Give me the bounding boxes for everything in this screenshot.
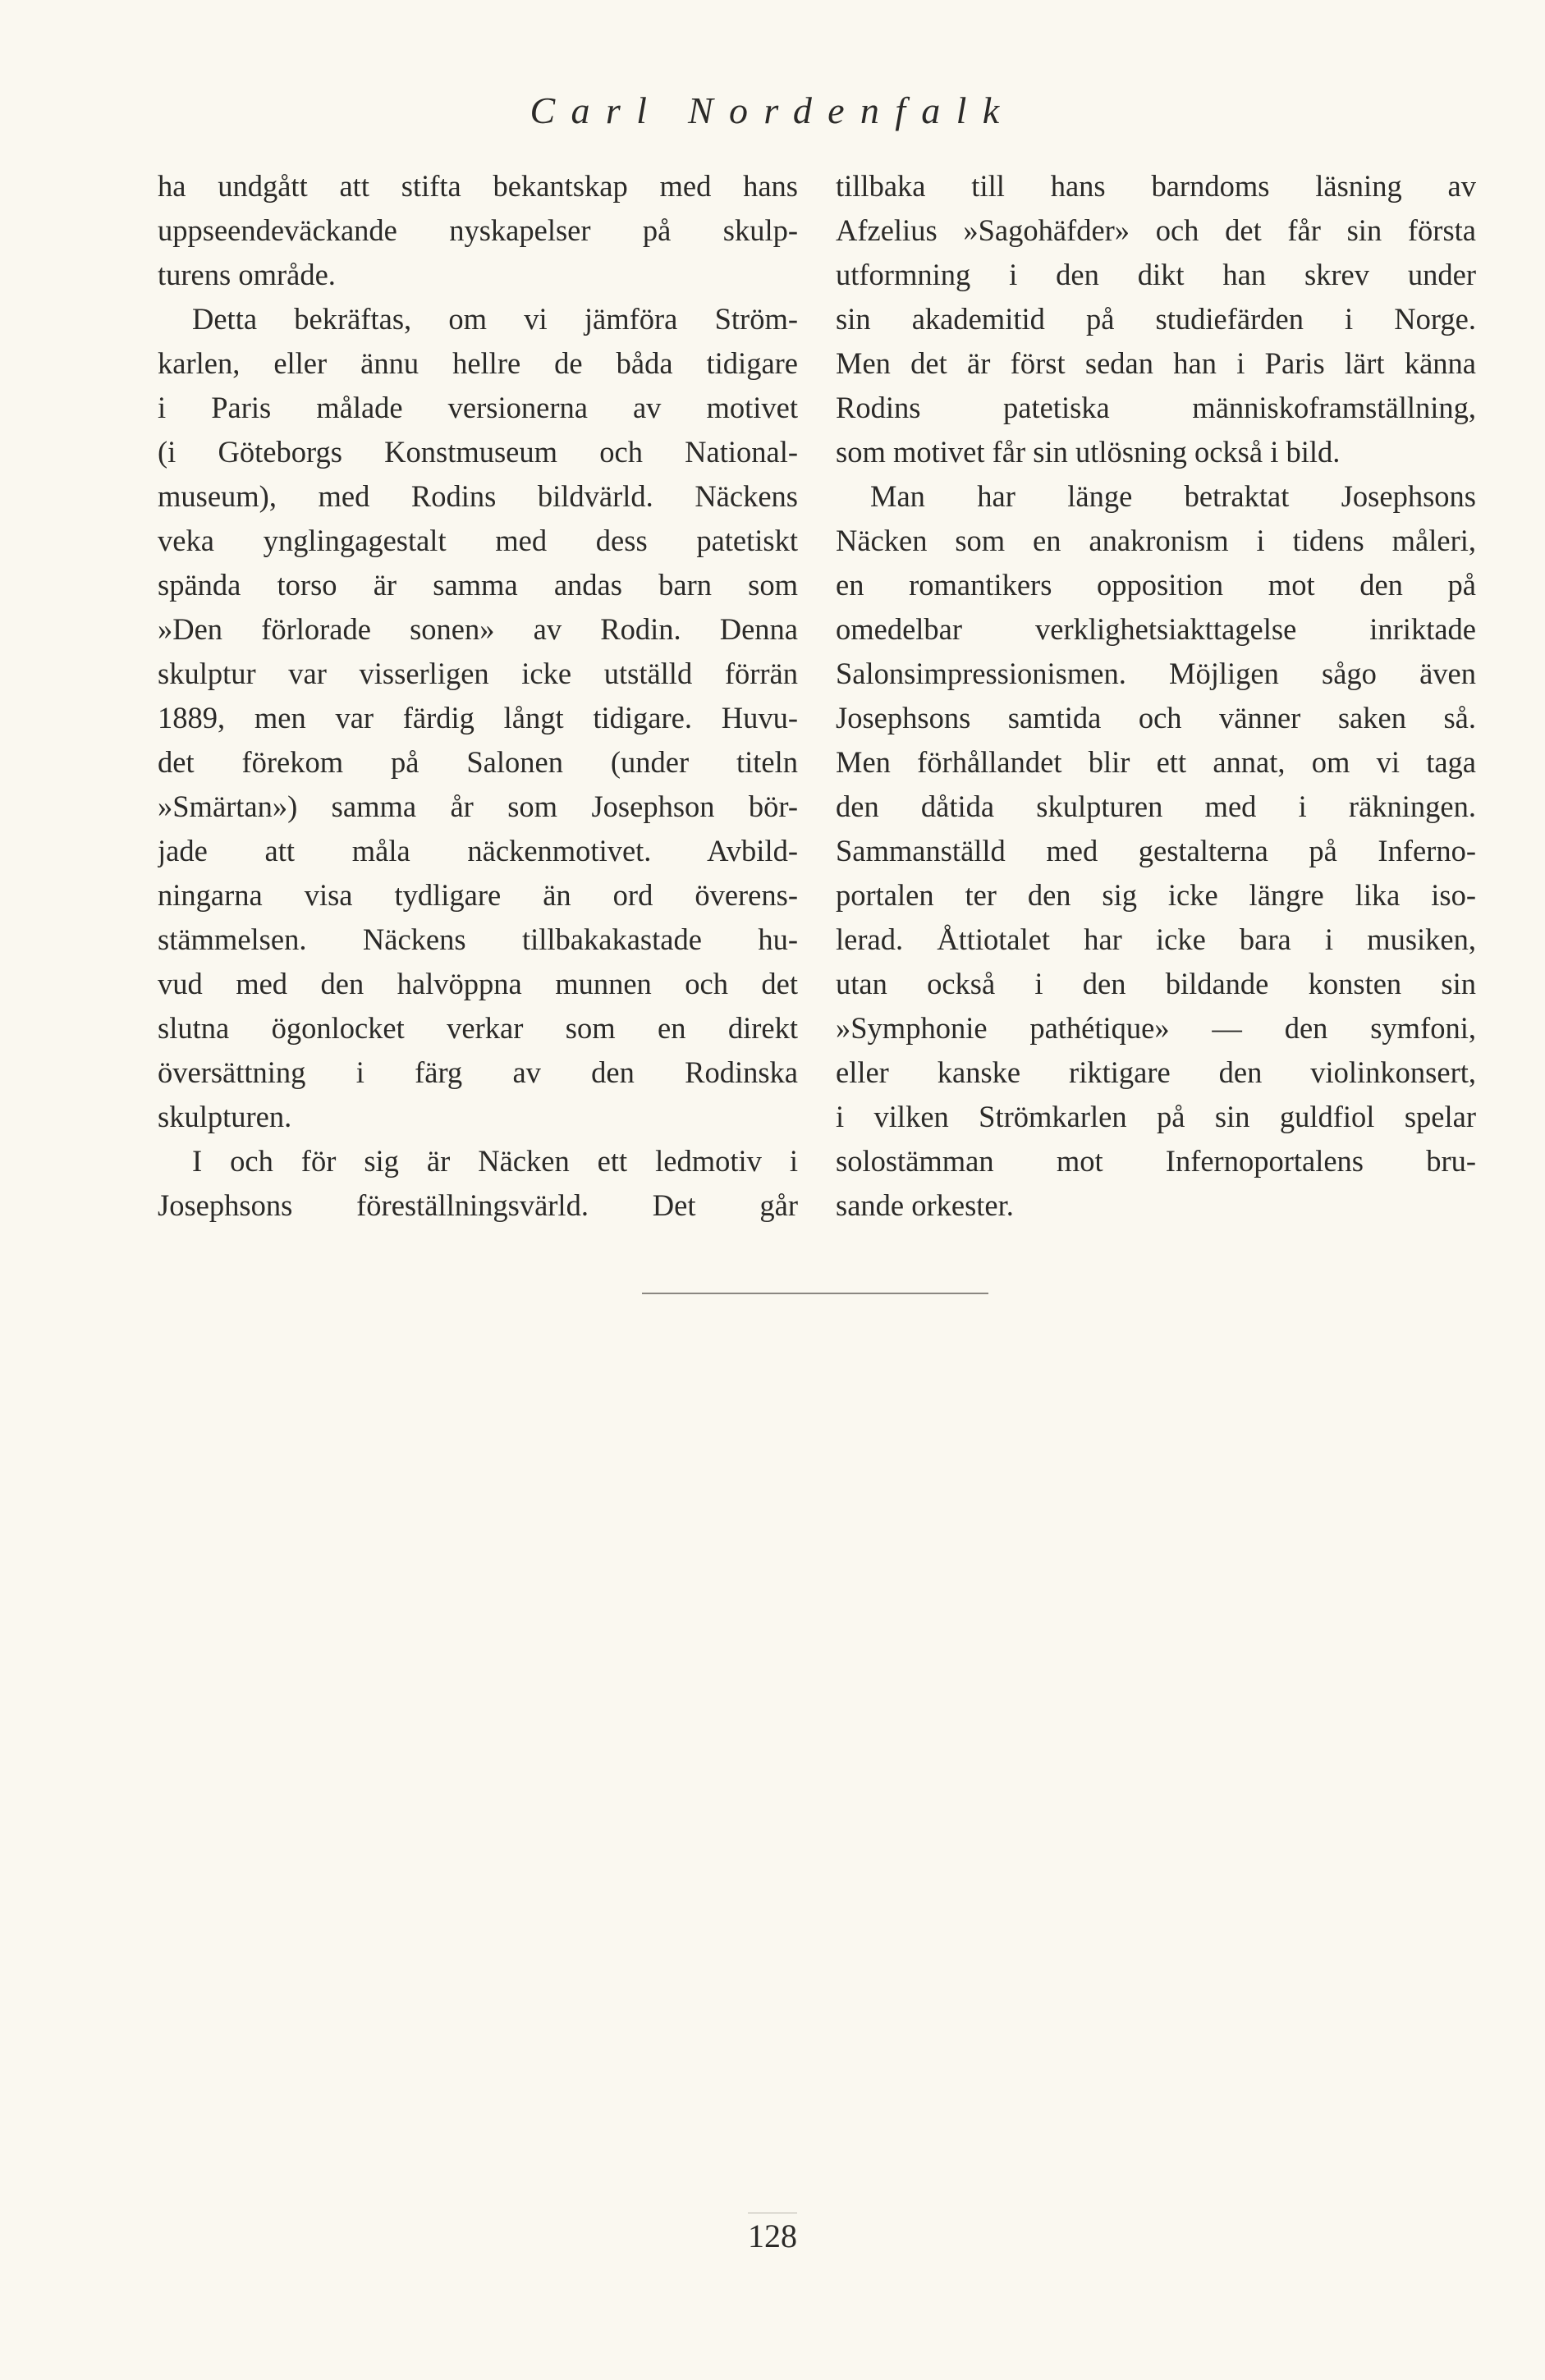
text-line: i Paris målade versionerna av motivet — [158, 391, 798, 424]
text-line: Sammanställd med gestalterna på Inferno- — [836, 834, 1476, 867]
text-line: Josephsons samtida och vänner saken så. — [836, 701, 1476, 735]
text-line: 1889, men var färdig långt tidigare. Huvu- — [158, 701, 798, 735]
text-line: spända torso är samma andas barn som — [158, 568, 798, 602]
text-line: en romantikers opposition mot den på — [836, 568, 1476, 602]
page-number — [0, 2213, 1545, 2255]
text-line: »Symphonie pathétique» — den symfoni, — [836, 1011, 1476, 1045]
text-line: Näcken som en anakronism i tidens måleri, — [836, 524, 1476, 557]
right-text-column — [836, 164, 1476, 1228]
text-line: utformning i den dikt han skrev under — [836, 258, 1476, 291]
text-line: vud med den halvöppna munnen och det — [158, 967, 798, 1000]
section-divider — [642, 1293, 988, 1294]
text-line: I och för sig är Näcken ett ledmotiv i — [192, 1144, 798, 1178]
text-line: slutna ögonlocket verkar som en direkt — [158, 1011, 798, 1045]
text-line: omedelbar verklighetsiakttagelse inriktade — [836, 612, 1476, 646]
text-line: lerad. Åttiotalet har icke bara i musiken, — [836, 922, 1476, 956]
text-line: tillbaka till hans barndoms läsning av — [836, 169, 1476, 203]
running-title: Carl Nordenfalk — [530, 89, 1015, 131]
text-line: »Den förlorade sonen» av Rodin. Denna — [158, 612, 798, 646]
text-line: uppseendeväckande nyskapelser på skulp- — [158, 213, 798, 247]
left-text-column — [158, 164, 798, 1228]
text-line: »Smärtan») samma år som Josephson bör- — [158, 790, 798, 823]
text-line: turens område. — [158, 258, 336, 291]
text-line: den dåtida skulpturen med i räkningen. — [836, 790, 1476, 823]
text-line: eller kanske riktigare den violinkonsert, — [836, 1055, 1476, 1089]
text-line: museum), med Rodins bildvärld. Näckens — [158, 479, 798, 513]
text-line: sande orkester. — [836, 1188, 1014, 1222]
text-line: portalen ter den sig icke längre lika iso- — [836, 878, 1476, 912]
text-line: som motivet får sin utlösning också i bild. — [836, 435, 1341, 469]
text-line: översättning i färg av den Rodinska — [158, 1055, 798, 1089]
text-line: stämmelsen. Näckens tillbakakastade hu- — [158, 922, 798, 956]
text-line: Josephsons föreställningsvärld. Det går — [158, 1188, 798, 1222]
text-line: veka ynglingagestalt med dess patetiskt — [158, 524, 798, 557]
text-line: Man har länge betraktat Josephsons — [870, 479, 1476, 513]
text-line: jade att måla näckenmotivet. Avbild- — [158, 834, 798, 867]
text-line: Salonsimpressionismen. Möjligen sågo även — [836, 657, 1476, 690]
text-line: sin akademitid på studiefärden i Norge. — [836, 302, 1476, 336]
text-line: (i Göteborgs Konstmuseum och National- — [158, 435, 798, 469]
text-line: Men förhållandet blir ett annat, om vi taga — [836, 745, 1476, 779]
text-line: Afzelius »Sagohäfder» och det får sin första — [836, 213, 1476, 247]
page-number-value: 128 — [748, 2213, 797, 2255]
text-line: Detta bekräftas, om vi jämföra Ström- — [192, 302, 798, 336]
text-line: ningarna visa tydligare än ord överens- — [158, 878, 798, 912]
text-line: ha undgått att stifta bekantskap med hans — [158, 169, 798, 203]
text-line: skulptur var visserligen icke utställd förrän — [158, 657, 798, 690]
text-line: det förekom på Salonen (under titeln — [158, 745, 798, 779]
text-line: karlen, eller ännu hellre de båda tidigare — [158, 346, 798, 380]
text-line: i vilken Strömkarlen på sin guldfiol spelar — [836, 1100, 1476, 1133]
text-line: Rodins patetiska människoframställning, — [836, 391, 1476, 424]
text-line: skulpturen. — [158, 1100, 292, 1133]
text-line: Men det är först sedan han i Paris lärt känna — [836, 346, 1476, 380]
text-line: utan också i den bildande konsten sin — [836, 967, 1476, 1000]
text-line: solostämman mot Infernoportalens bru- — [836, 1144, 1476, 1178]
